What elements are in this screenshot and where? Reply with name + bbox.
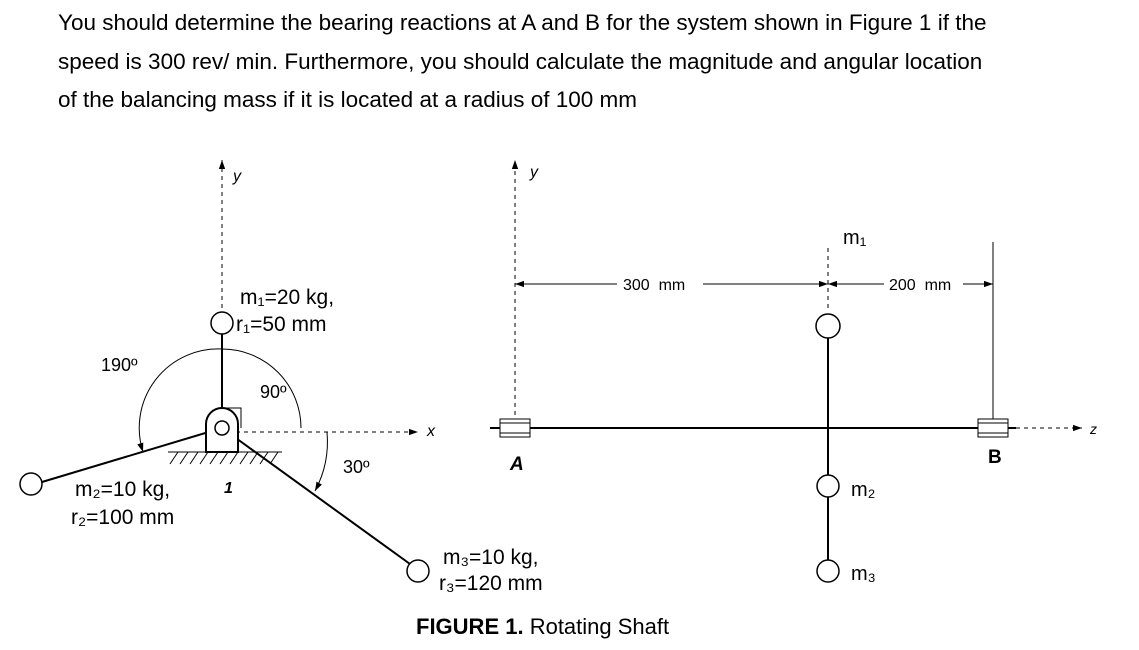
m1-radius-label: r₁=50 mm [236, 313, 327, 336]
problem-line-3: of the balancing mass if it is located at a radius of 100 mm [58, 87, 638, 112]
m3-mass-label: m₃=10 kg, [443, 546, 539, 569]
angle-arc-30 [315, 432, 327, 491]
problem-line-2: speed is 300 rev/ min. Furthermore, you should calculate the magnitude and angular location [58, 48, 983, 74]
support-label: 1 [224, 480, 233, 497]
angle-30-label: 30º [343, 457, 370, 477]
side-m2-label: m₂ [851, 479, 876, 501]
side-m3-label: m₃ [851, 563, 876, 585]
x-axis-label-left: x [427, 423, 435, 440]
mass-m2 [20, 473, 42, 495]
problem-line-1: You should determine the bearing reactions at A and B for the system shown in Figure 1 if the [58, 10, 987, 35]
figure-caption-bold: FIGURE 1. [416, 614, 524, 639]
side-view [490, 160, 1097, 585]
mass-m1 [211, 312, 233, 334]
side-mass-m2 [817, 475, 839, 497]
z-axis-label: z [1090, 421, 1097, 437]
side-mass-m1 [816, 314, 840, 338]
mass-m3 [407, 560, 429, 582]
m1-mass-label: m₁=20 kg, [240, 286, 335, 309]
figure-caption [416, 614, 669, 639]
arm-m2 [42, 428, 222, 482]
end-view [20, 160, 543, 595]
bearing-b-label: B [988, 447, 1002, 468]
y-axis-label-left: y [233, 168, 241, 185]
angle-90-label: 90º [260, 382, 287, 402]
dim-300-label: 300 mm [623, 277, 686, 294]
bearing-a-label: A [510, 454, 524, 475]
side-m1-label: m₁ [843, 227, 867, 249]
dim-200-label: 200 mm [889, 277, 952, 294]
bearing-b [978, 419, 1008, 437]
m2-mass-label: m₂=10 kg, [75, 478, 171, 501]
m3-radius-label: r₃=120 mm [439, 572, 543, 595]
figure-caption-text: Rotating Shaft [523, 614, 670, 639]
y-axis-label-right: y [530, 164, 538, 181]
bearing-a [500, 419, 530, 437]
side-mass-m3 [817, 560, 839, 582]
arm-m3 [222, 428, 410, 564]
shaft-center [215, 421, 229, 435]
angle-190-label: 190º [101, 355, 138, 375]
m2-radius-label: r₂=100 mm [71, 506, 175, 529]
